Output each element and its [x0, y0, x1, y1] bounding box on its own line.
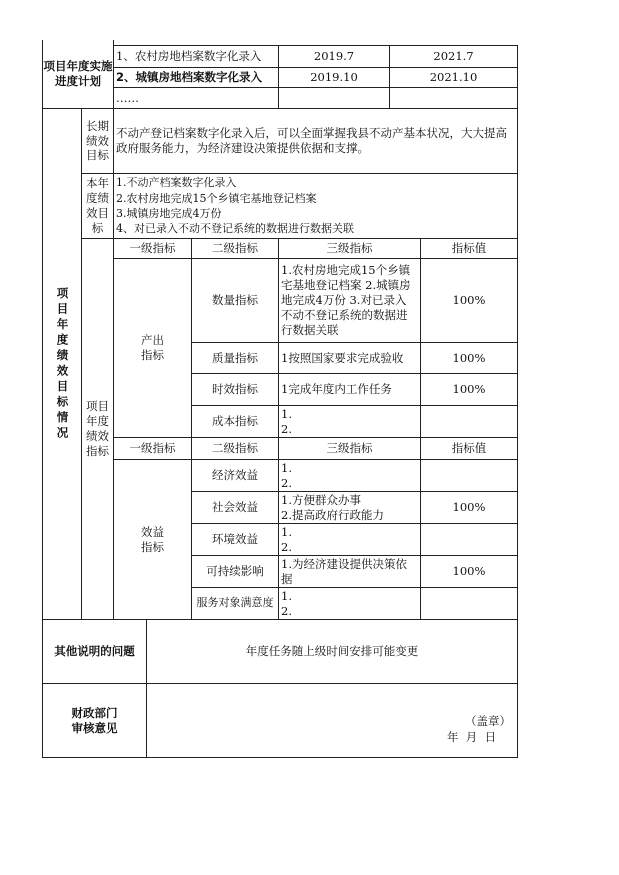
indicator-name: 可持续影响 [191, 555, 279, 588]
header-value: 指标值 [420, 238, 518, 259]
indicator-value [420, 459, 518, 492]
header-level1: 一级指标 [113, 437, 192, 460]
output-label: 产出指标 [113, 258, 192, 438]
indicator-name: 质量指标 [191, 342, 279, 374]
indicator-value: 100% [420, 555, 518, 588]
schedule-start [278, 87, 390, 109]
finance-label: 财政部门 审核意见 [42, 683, 147, 758]
schedule-task: 1、农村房地档案数字化录入 [113, 45, 279, 68]
indicator-value: 100% [420, 342, 518, 374]
annual-label: 本年度绩效目标 [81, 173, 114, 239]
indicator-detail: 1.农村房地完成15个乡镇宅基地登记档案 2.城镇房地完成4万份 3.对已录入不动不登记系统的数据进行数据关联 [278, 258, 421, 343]
indicator-name: 服务对象满意度 [191, 587, 279, 620]
schedule-end: 2021.7 [389, 45, 518, 68]
indicator-value [420, 405, 518, 438]
performance-label [42, 108, 82, 620]
indicator-name: 成本指标 [191, 405, 279, 438]
schedule-label: 项目年度实施进度计划 [42, 40, 114, 109]
indicators-label: 项目年度绩效指标 [81, 238, 114, 620]
indicator-name: 环境效益 [191, 523, 279, 556]
header-level1: 一级指标 [113, 238, 192, 259]
indicator-detail: 1.方便群众办事 2.提高政府行政能力 [278, 491, 421, 524]
indicator-detail: 1. 2. [278, 587, 421, 620]
indicator-name: 经济效益 [191, 459, 279, 492]
schedule-task: …… [113, 87, 279, 109]
indicator-detail: 1按照国家要求完成验收 [278, 342, 421, 374]
header-value: 指标值 [420, 437, 518, 460]
annual-text: 1.不动产档案数字化录入 2.农村房地完成15个乡镇宅基地登记档案 3.城镇房地完成4万份 4、对已录入不动不登记系统的数据进行数据关联 [113, 173, 518, 239]
indicator-value [420, 587, 518, 620]
schedule-end: 2021.10 [389, 67, 518, 88]
date-text: 年 月 日 [447, 730, 497, 744]
header-level3: 三级指标 [278, 437, 421, 460]
header-level2: 二级指标 [191, 437, 279, 460]
header-level2: 二级指标 [191, 238, 279, 259]
other-label: 其他说明的问题 [42, 619, 147, 684]
indicator-detail: 1. 2. [278, 459, 421, 492]
other-text: 年度任务随上级时间安排可能变更 [146, 619, 518, 684]
indicator-value [420, 523, 518, 556]
indicator-name: 社会效益 [191, 491, 279, 524]
indicator-detail: 1. 2. [278, 405, 421, 438]
performance-label-text: 项目年度绩效目标情况 [55, 286, 70, 442]
schedule-start: 2019.10 [278, 67, 390, 88]
seal-text: （盖章） [465, 714, 511, 728]
indicator-name: 时效指标 [191, 373, 279, 406]
schedule-end [389, 87, 518, 109]
indicator-detail: 1完成年度内工作任务 [278, 373, 421, 406]
indicator-value: 100% [420, 258, 518, 343]
schedule-start: 2019.7 [278, 45, 390, 68]
indicator-detail: 1. 2. [278, 523, 421, 556]
indicator-value: 100% [420, 491, 518, 524]
schedule-task: 2、城镇房地档案数字化录入 [113, 67, 279, 88]
indicator-name: 数量指标 [191, 258, 279, 343]
indicator-value: 100% [420, 373, 518, 406]
indicator-detail: 1.为经济建设提供决策依据 [278, 555, 421, 588]
long-term-text: 不动产登记档案数字化录入后，可以全面掌握我县不动产基本状况，大大提高政府服务能力，为经济建设决策提供依据和支撑。 [113, 108, 518, 174]
finance-opinion [146, 683, 518, 758]
benefit-label: 效益指标 [113, 459, 192, 620]
header-level3: 三级指标 [278, 238, 421, 259]
long-term-label: 长期绩效目标 [81, 108, 114, 174]
